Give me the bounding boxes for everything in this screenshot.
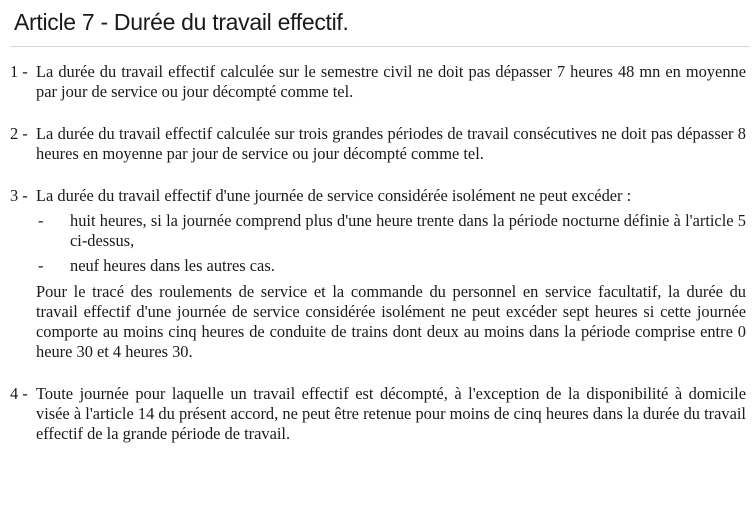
bullet-dash: - bbox=[38, 211, 44, 230]
item-paragraph: La durée du travail effectif calculée sur trois grandes périodes de travail consécutives ne doit pas dépasser 8 heures en moyenne par jour de service ou jour décompté comme tel. bbox=[36, 124, 746, 163]
article-item-1 bbox=[10, 62, 746, 102]
bullet-text: huit heures, si la journée comprend plus d'une heure trente dans la période nocturne définie à l'article 5 ci-dessus, bbox=[70, 211, 746, 250]
item-continuation-paragraph: Pour le tracé des roulements de service et la commande du personnel en service facultatif, la durée du travail effectif d'une journée de service considérée isolément ne peut excéder sept heures si cette journée comporte au moins cinq heures de conduite de trains dont deux au moins dans la période comprise entre 0 heure 30 et 4 heures 30. bbox=[36, 282, 746, 361]
list-item bbox=[36, 211, 746, 251]
article-item-2 bbox=[10, 124, 746, 164]
item-number: 3 - bbox=[10, 186, 28, 205]
bullet-dash: - bbox=[38, 256, 44, 275]
bullet-text: neuf heures dans les autres cas. bbox=[70, 256, 275, 275]
item-number: 1 - bbox=[10, 62, 28, 81]
item-number: 4 - bbox=[10, 384, 28, 403]
article-body bbox=[0, 62, 756, 444]
article-heading: Article 7 - Durée du travail effectif. bbox=[14, 9, 349, 35]
heading-divider bbox=[10, 46, 750, 47]
item-number: 2 - bbox=[10, 124, 28, 143]
article-item-4 bbox=[10, 384, 746, 444]
item-paragraph: La durée du travail effectif calculée sur le semestre civil ne doit pas dépasser 7 heures 48 mn en moyenne par jour de service ou jour décompté comme tel. bbox=[36, 62, 746, 101]
list-item bbox=[36, 256, 746, 276]
item-paragraph: Toute journée pour laquelle un travail effectif est décompté, à l'exception de la disponibilité à domicile visée à l'article 14 du présent accord, ne peut être retenue pour moins de cinq heures dans la durée du travail effectif de la grande période de travail. bbox=[36, 384, 746, 443]
item-paragraph: La durée du travail effectif d'une journée de service considérée isolément ne peut excéder : bbox=[36, 186, 632, 205]
article-item-3 bbox=[10, 186, 746, 362]
